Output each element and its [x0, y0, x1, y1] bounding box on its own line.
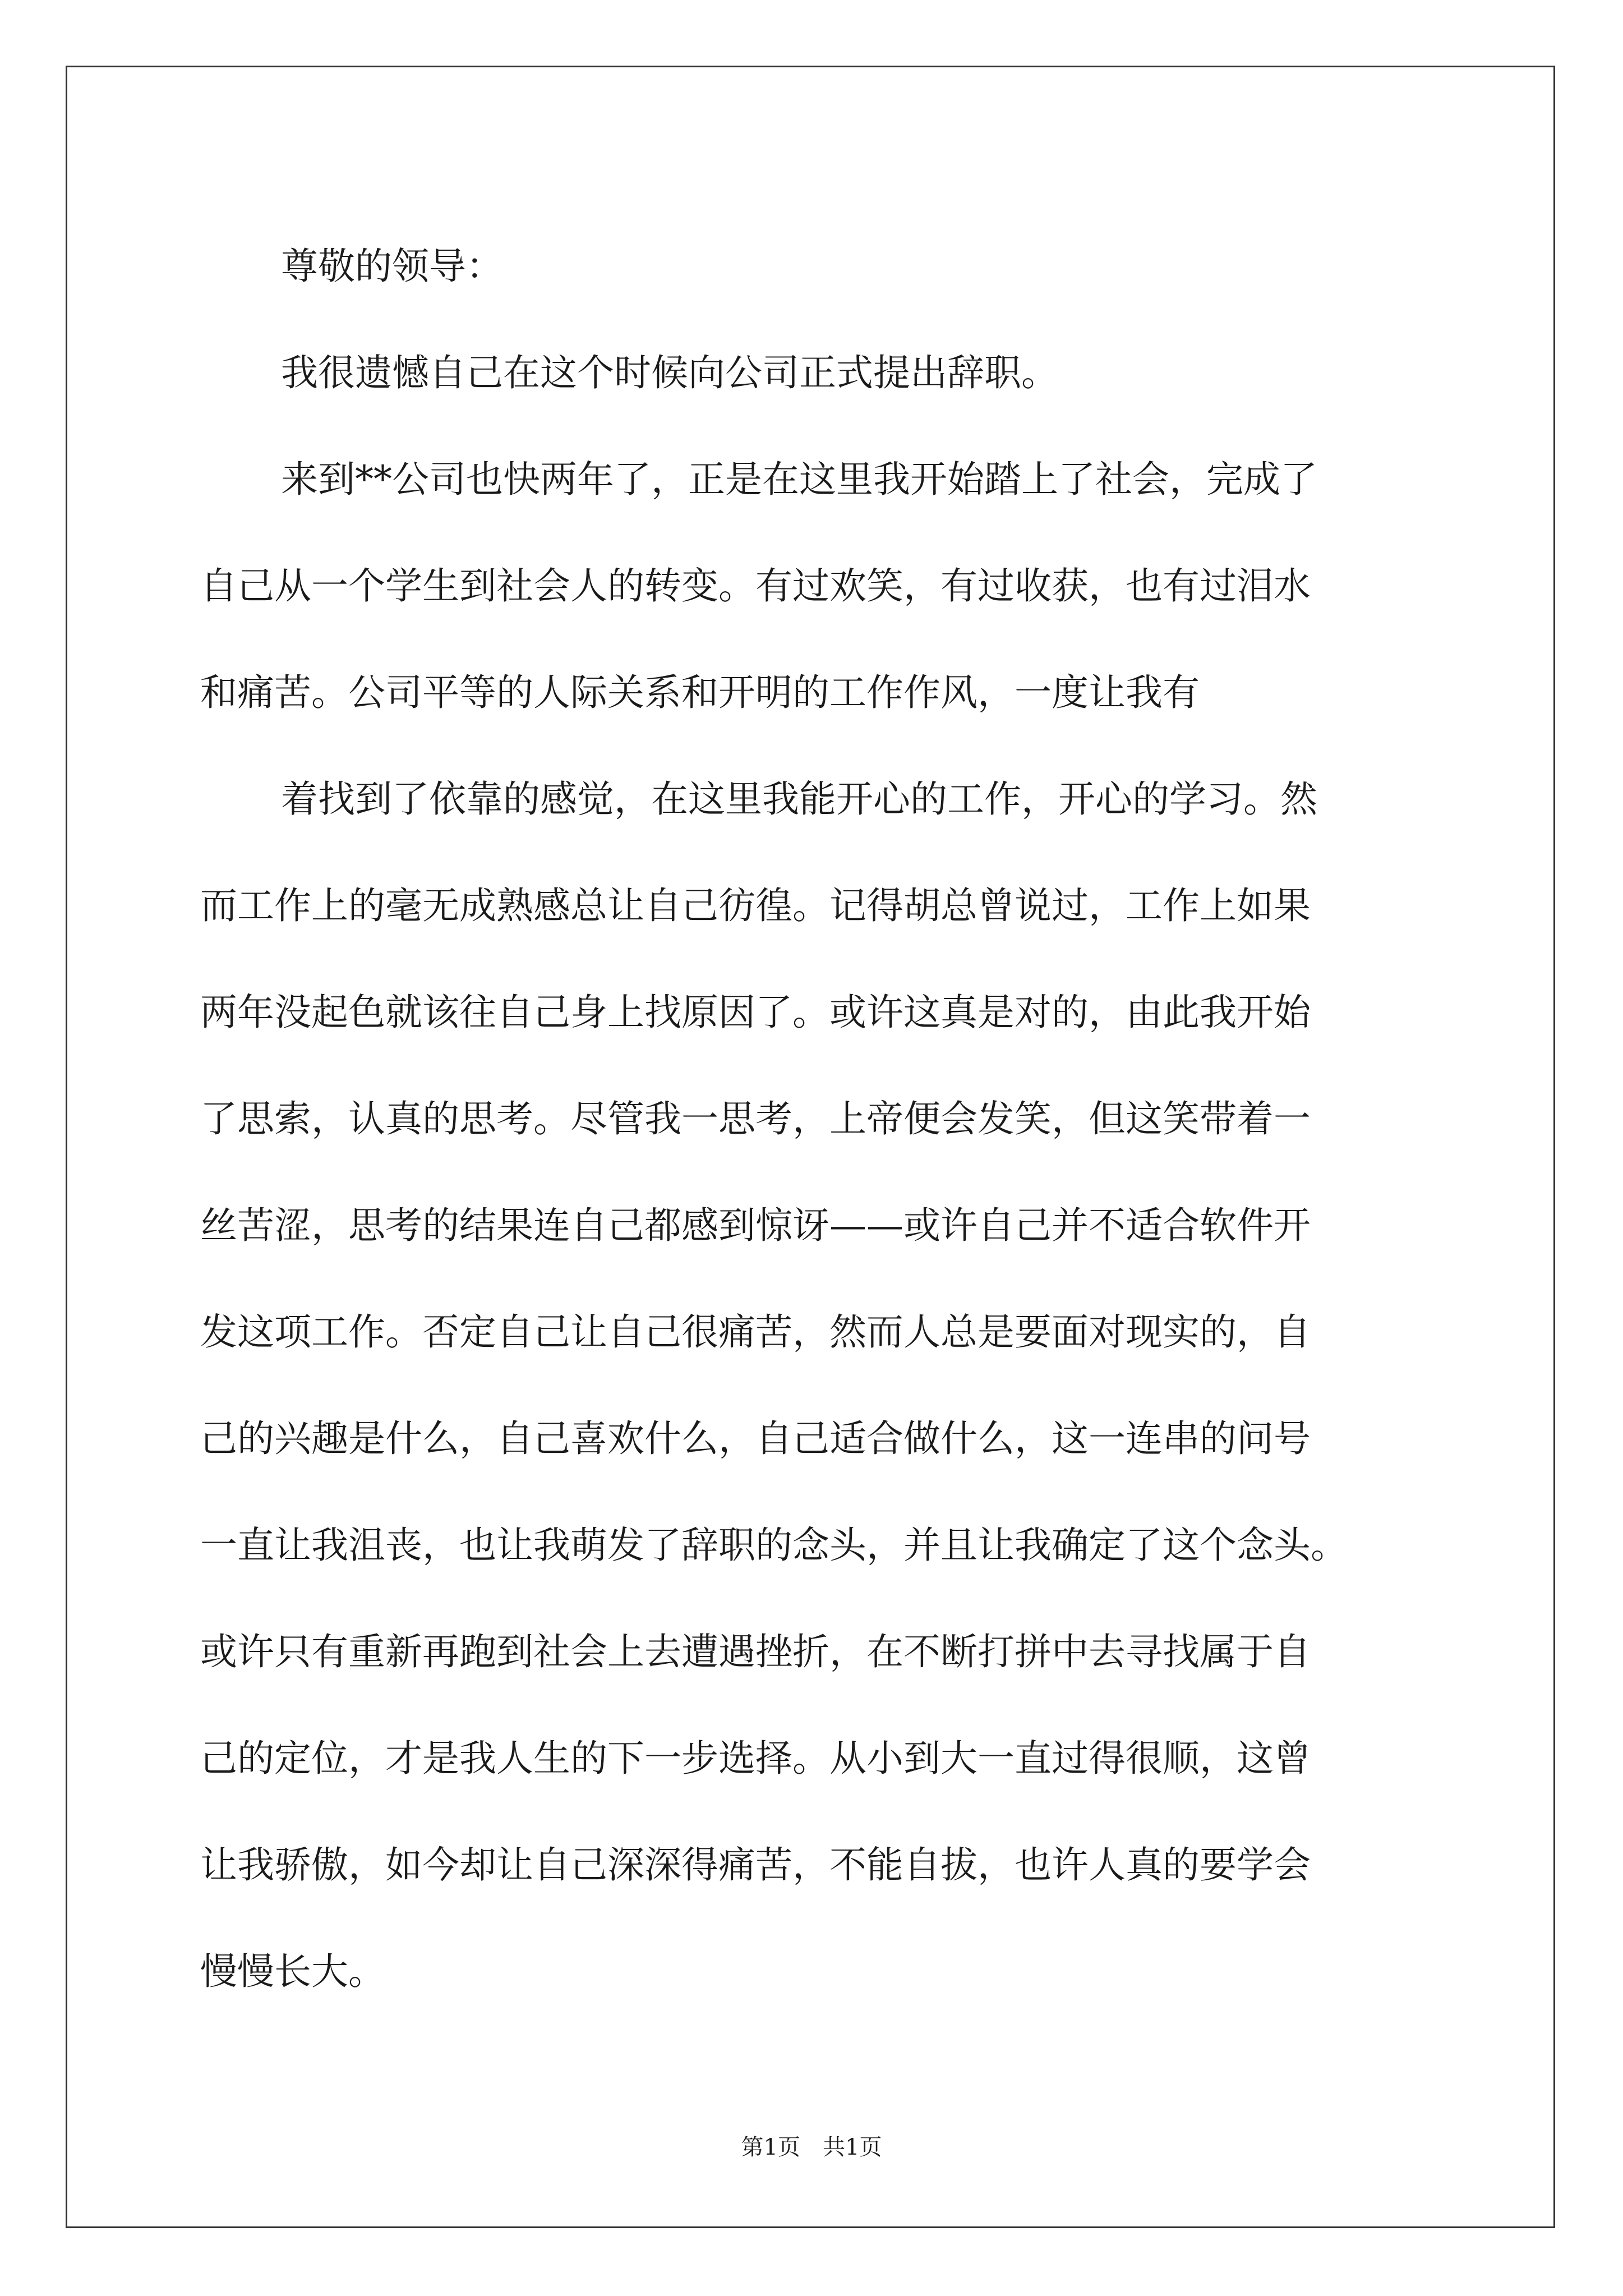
body-line: 或许只有重新再跑到社会上去遭遇挫折，在不断打拼中去寻找属于自 [200, 1630, 1311, 1673]
body-line: 两年没起色就该往自己身上找原因了。或许这真是对的，由此我开始 [200, 991, 1311, 1034]
body-line: 一直让我沮丧，也让我萌发了辞职的念头，并且让我确定了这个念头。 [200, 1524, 1348, 1567]
body-line: 和痛苦。公司平等的人际关系和开明的工作作风，一度让我有 [200, 671, 1200, 714]
body-line: 己的兴趣是什么，自己喜欢什么，自己适合做什么，这一连串的问号 [200, 1417, 1311, 1460]
body-line: 来到**公司也快两年了，正是在这里我开始踏上了社会，完成了 [281, 458, 1317, 501]
body-line: 着找到了依靠的感觉，在这里我能开心的工作，开心的学习。然 [281, 777, 1317, 821]
page-footer: 第1页 共1页 [741, 2134, 882, 2160]
body-line: 慢慢长大。 [200, 1950, 385, 1993]
body-line: 而工作上的毫无成熟感总让自己彷徨。记得胡总曾说过，工作上如果 [200, 884, 1311, 927]
letter-body [200, 213, 1462, 2025]
body-line: 丝苦涩，思考的结果连自己都感到惊讶——或许自己并不适合软件开 [200, 1204, 1311, 1247]
body-line: 己的定位，才是我人生的下一步选择。从小到大一直过得很顺，这曾 [200, 1737, 1311, 1780]
body-line: 我很遗憾自己在这个时候向公司正式提出辞职。 [281, 351, 1058, 394]
salutation: 尊敬的领导： [281, 245, 503, 288]
body-line: 发这项工作。否定自己让自己很痛苦，然而人总是要面对现实的，自 [200, 1310, 1311, 1354]
body-line: 了思索，认真的思考。尽管我一思考，上帝便会发笑，但这笑带着一 [200, 1097, 1311, 1140]
body-line: 让我骄傲，如今却让自己深深得痛苦，不能自拔，也许人真的要学会 [200, 1843, 1311, 1887]
body-line: 自己从一个学生到社会人的转变。有过欢笑，有过收获，也有过泪水 [200, 564, 1311, 608]
